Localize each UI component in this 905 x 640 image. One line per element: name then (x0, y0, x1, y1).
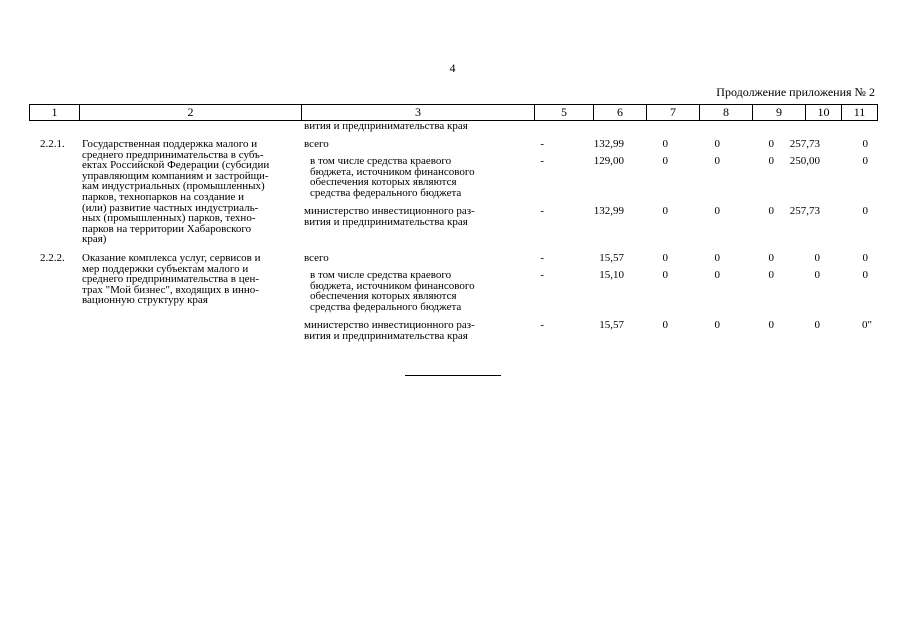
cell-c7: 0 (662, 138, 668, 150)
cell-c11: 0 (862, 205, 868, 217)
cell-c8: 0 (714, 269, 720, 281)
col-header-3: 3 (302, 105, 535, 121)
cell-c5: - (540, 155, 544, 167)
source-label: всего (304, 252, 329, 264)
cell-c10: 0 (814, 269, 820, 281)
row-number: 2.2.1. (40, 138, 65, 150)
source-label: в том числе средства краевого бюджета, источником финансового обеспечения которых являются средства федерального бюджета (310, 269, 475, 313)
cell-c11: 0 (862, 269, 868, 281)
source-label: в том числе средства краевого бюджета, источником финансового обеспечения которых являются средства федерального бюджета (310, 155, 475, 199)
row-number: 2.2.2. (40, 252, 65, 264)
cell-c6: 15,57 (599, 252, 624, 264)
carryover-text: вития и предпринимательства края (304, 120, 468, 132)
cell-c11: 0 (862, 252, 868, 264)
cell-c10: 257,73 (789, 138, 820, 150)
cell-c5: - (540, 252, 544, 264)
source-label: министерство инвестиционного раз- вития и предпринимательства края (304, 319, 475, 342)
cell-c11: 0 (862, 155, 868, 167)
cell-c8: 0 (714, 155, 720, 167)
cell-c9: 0 (768, 319, 774, 331)
cell-c10: 257,73 (789, 205, 820, 217)
page-number: 4 (449, 61, 456, 75)
cell-c9: 0 (768, 155, 774, 167)
cell-c6: 15,10 (599, 269, 624, 281)
cell-c5: - (540, 319, 544, 331)
col-header-10: 10 (806, 105, 842, 121)
cell-c5: - (540, 269, 544, 281)
column-header-table (29, 104, 878, 121)
cell-c9: 0 (768, 252, 774, 264)
cell-c9: 0 (768, 205, 774, 217)
cell-c5: - (540, 138, 544, 150)
cell-c8: 0 (714, 205, 720, 217)
cell-c5: - (540, 205, 544, 217)
cell-c10: 0 (814, 319, 820, 331)
continuation-label: Продолжение приложения № 2 (716, 85, 875, 99)
col-header-6: 6 (594, 105, 647, 121)
cell-c9: 0 (768, 269, 774, 281)
source-label: всего (304, 138, 329, 150)
cell-c8: 0 (714, 138, 720, 150)
cell-c7: 0 (662, 252, 668, 264)
col-header-1: 1 (30, 105, 80, 121)
col-header-7: 7 (647, 105, 700, 121)
source-label: министерство инвестиционного раз- вития и предпринимательства края (304, 205, 475, 228)
col-header-2: 2 (80, 105, 302, 121)
col-header-5: 5 (535, 105, 594, 121)
row-name: Оказание комплекса услуг, сервисов и мер поддержки субъектам малого и среднего предпринимательства в цен- трах "Мой бизнес", входящих в инно- вационную структуру края (82, 252, 261, 307)
cell-c7: 0 (662, 155, 668, 167)
col-header-11: 11 (842, 105, 878, 121)
col-header-8: 8 (700, 105, 753, 121)
cell-c7: 0 (662, 269, 668, 281)
cell-c11: 0 (862, 138, 868, 150)
cell-c6: 129,00 (593, 155, 624, 167)
cell-c10: 0 (814, 252, 820, 264)
cell-c6: 15,57 (599, 319, 624, 331)
cell-c7: 0 (662, 319, 668, 331)
cell-c7: 0 (662, 205, 668, 217)
cell-c8: 0 (714, 319, 720, 331)
cell-c8: 0 (714, 252, 720, 264)
cell-c10: 250,00 (789, 155, 820, 167)
cell-c9: 0 (768, 138, 774, 150)
cell-c11: 0" (862, 319, 872, 331)
cell-c6: 132,99 (593, 205, 624, 217)
cell-c6: 132,99 (593, 138, 624, 150)
closing-rule (405, 375, 501, 376)
col-header-9: 9 (753, 105, 806, 121)
row-name: Государственная поддержка малого и среднего предпринимательства в субъ- ектах Российской Федерации (субсидии управляющим компаниям и застройщи- кам индустриальных (промышленных) парков, технопарков на создание и (или) развитие частных индустриаль- ных (промышленных) парков, техно- парков на территории Хабаровского края) (82, 138, 270, 246)
